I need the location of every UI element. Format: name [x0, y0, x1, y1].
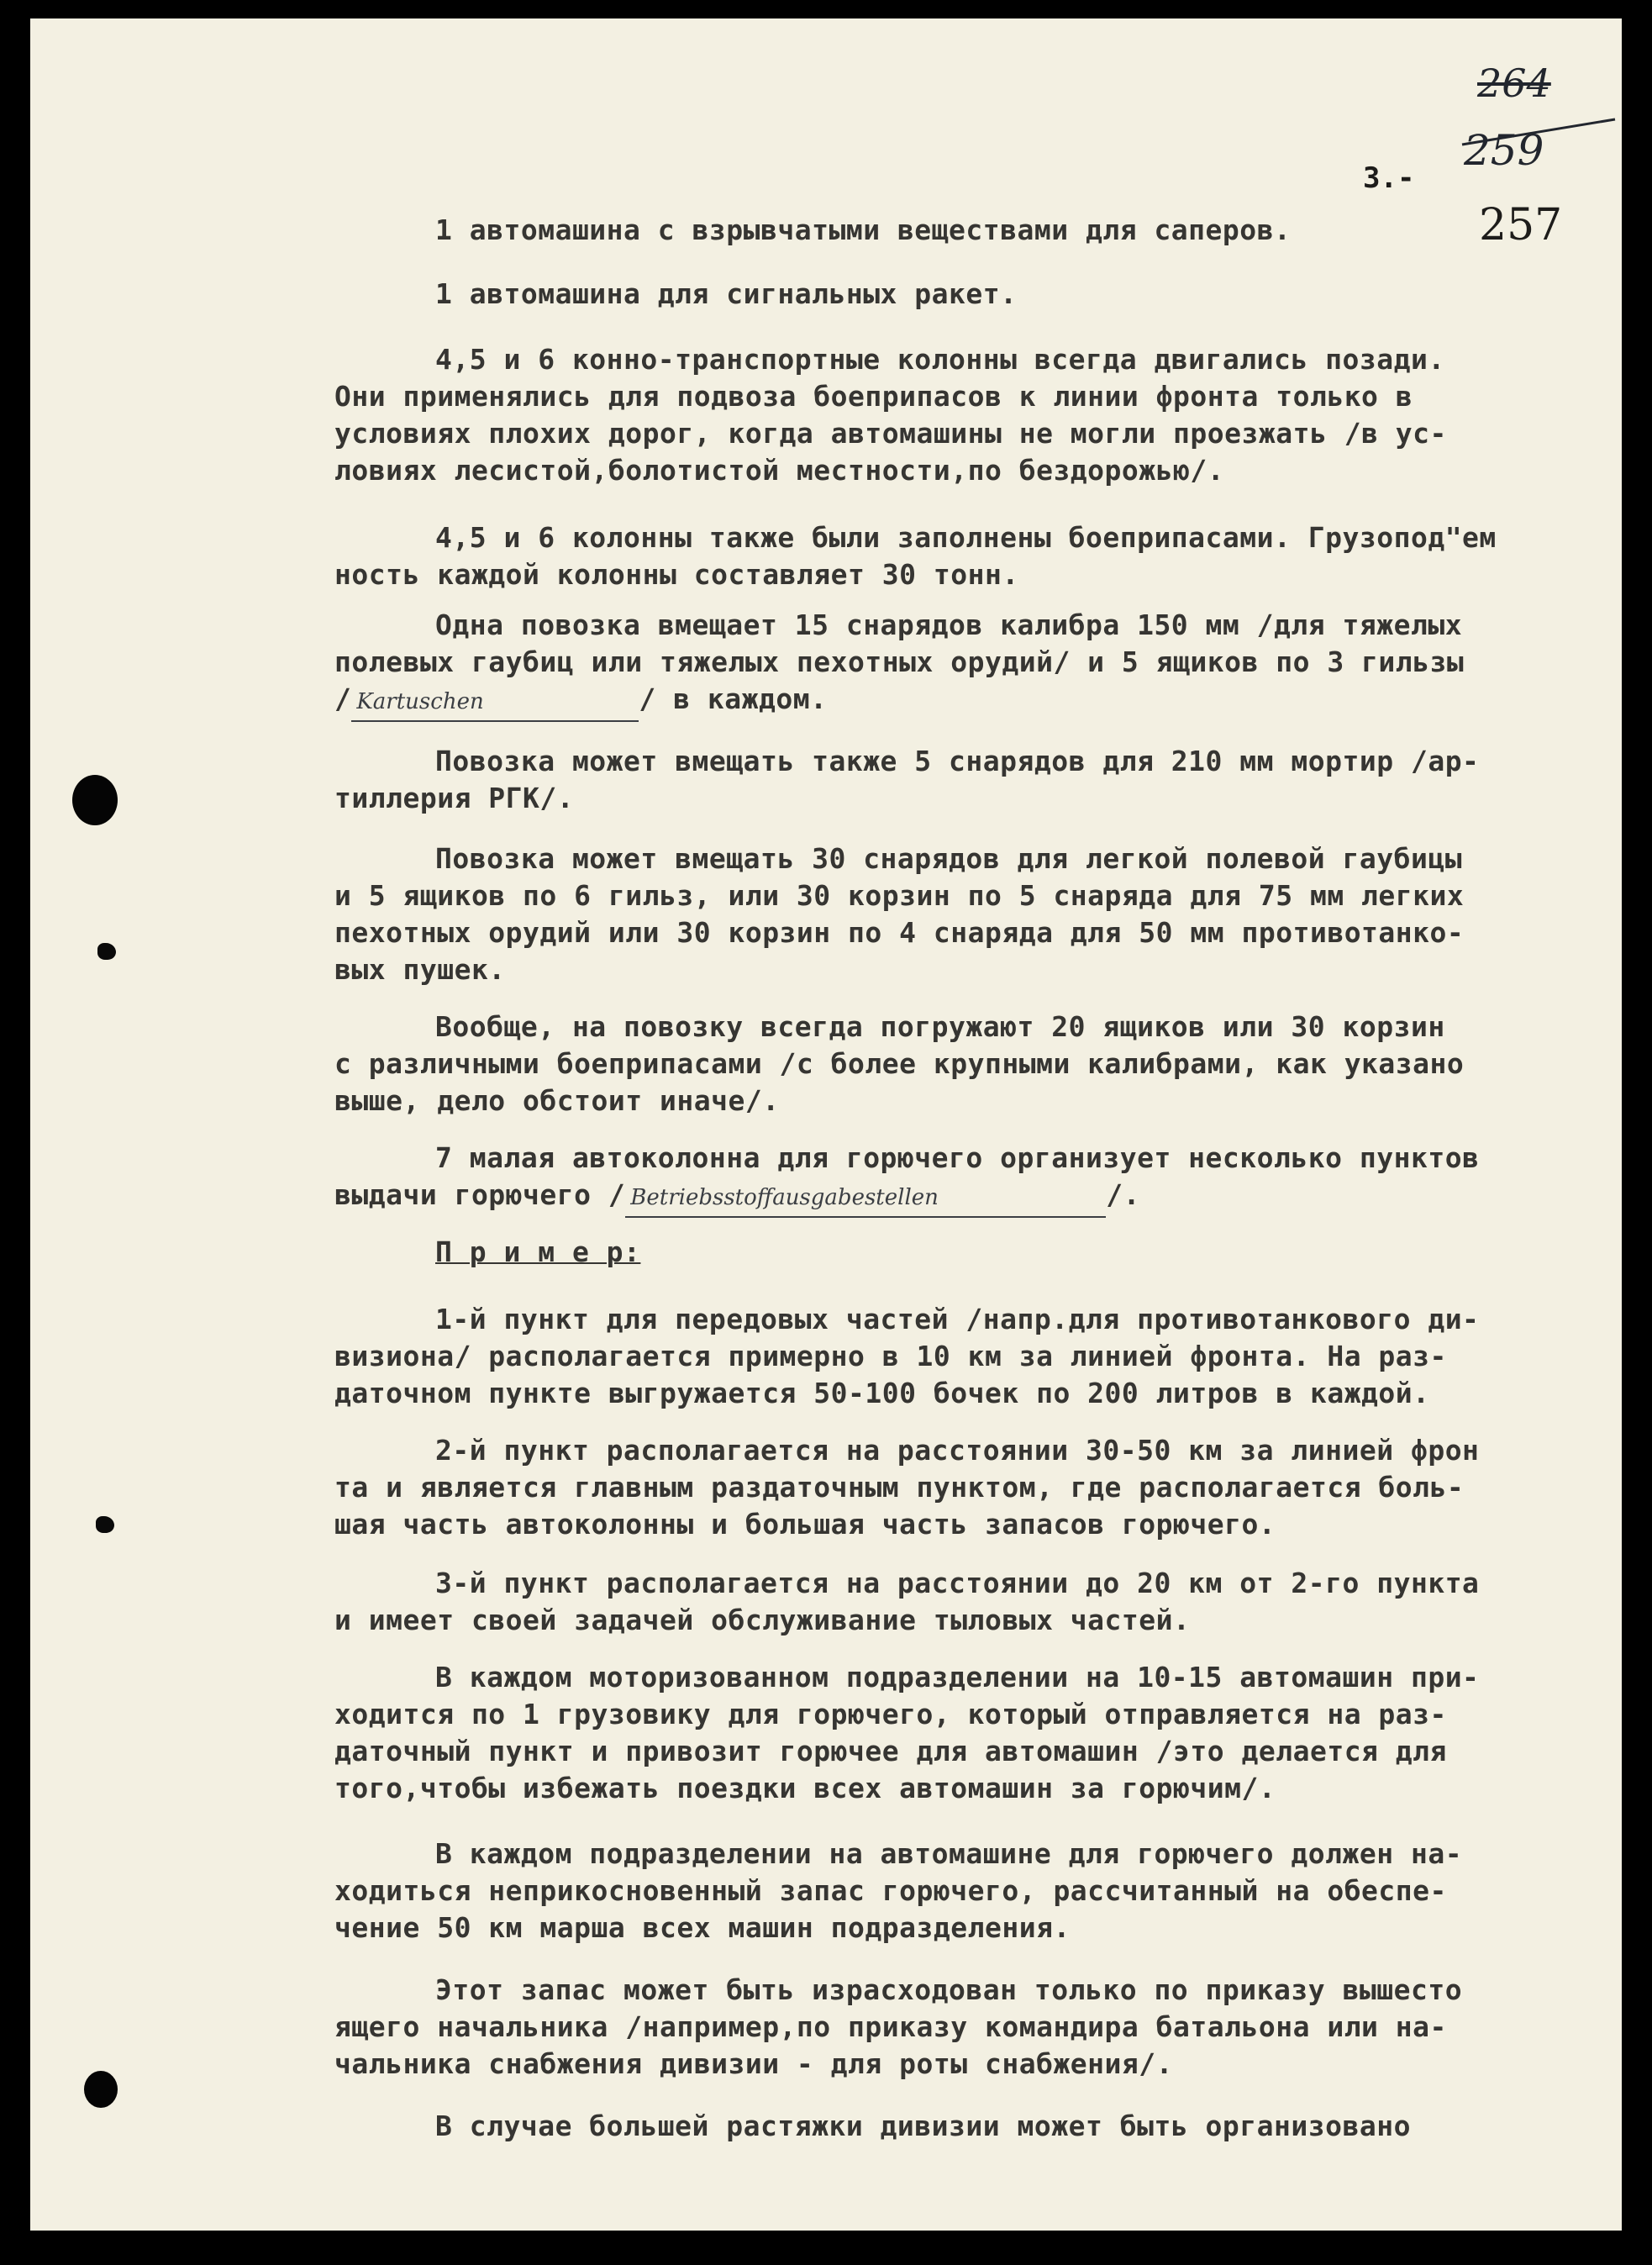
punch-hole — [84, 2071, 118, 2108]
body-line: выше, дело обстоит иначе/. — [334, 1084, 780, 1117]
body-line: 4,5 и 6 конно-транспортные колонны всегда двигались позади. — [435, 343, 1445, 376]
body-line: 7 малая автоколонна для горючего организует несколько пунктов — [435, 1141, 1480, 1174]
body-line: условиях плохих дорог, когда автомашины не могли проезжать /в ус- — [334, 417, 1447, 450]
body-line-with-insert: / Kartuschen / в каждом. — [334, 681, 827, 722]
body-line: Одна повозка вмещает 15 снарядов калибра 150 мм /для тяжелых — [435, 608, 1463, 641]
section-heading-example: П р и м е р: — [435, 1235, 641, 1268]
body-line: тиллерия РГК/. — [334, 782, 575, 814]
struck-page-number: 264 — [1477, 61, 1551, 106]
body-line: чальника снабжения дивизии - для роты снабжения/. — [334, 2047, 1174, 2080]
body-line: В каждом моторизованном подразделении на 10-15 автомашин при- — [435, 1661, 1480, 1693]
body-line: 1 автомашина с взрывчатыми веществами для саперов. — [435, 213, 1292, 246]
body-line: визиона/ располагается примерно в 10 км за линией фронта. На раз- — [334, 1340, 1447, 1372]
body-line: полевых гаубиц или тяжелых пехотных орудий/ и 5 ящиков по 3 гильзы — [334, 645, 1465, 678]
body-line: ходится по 1 грузовику для горючего, который отправляется на раз- — [334, 1698, 1447, 1730]
body-line: даточный пункт и привозит горючее для автомашин /это делается для — [334, 1735, 1447, 1767]
page-prefix: 3.- — [1363, 161, 1415, 195]
body-line: пехотных орудий или 30 корзин по 4 снаряда для 50 мм противотанко- — [334, 916, 1465, 949]
body-line: 1 автомашина для сигнальных ракет. — [435, 277, 1018, 310]
body-line: и имеет своей задачей обслуживание тыловых частей. — [334, 1604, 1191, 1636]
body-line: вых пушек. — [334, 953, 506, 986]
body-line: и 5 ящиков по 6 гильз, или 30 корзин по 5 снаряда для 75 мм легких — [334, 879, 1465, 912]
document-page — [30, 18, 1622, 2231]
body-line: 4,5 и 6 колонны также были заполнены боеприпасами. Грузопод"ем — [435, 521, 1497, 554]
body-line: чение 50 км марша всех машин подразделения. — [334, 1911, 1071, 1944]
body-line: В случае большей растяжки дивизии может быть организовано — [435, 2110, 1411, 2142]
body-line: 2-й пункт располагается на расстоянии 30-50 км за линией фрон — [435, 1434, 1480, 1467]
body-line: шая часть автоколонны и большая часть запасов горючего. — [334, 1508, 1276, 1541]
body-line: та и является главным раздаточным пунктом, где располагается боль- — [334, 1471, 1465, 1504]
body-line: ность каждой колонны составляет 30 тонн. — [334, 558, 1019, 591]
margin-speck — [96, 1516, 114, 1533]
body-line: В каждом подразделении на автомашине для горючего должен на- — [435, 1837, 1463, 1870]
body-line: Повозка может вмещать также 5 снарядов для 210 мм мортир /ар- — [435, 745, 1480, 777]
page-number-handwritten: 259 — [1464, 126, 1544, 175]
margin-speck — [97, 943, 116, 960]
body-line: того,чтобы избежать поездки всех автомашин за горючим/. — [334, 1772, 1276, 1804]
body-line: 3-й пункт располагается на расстоянии до 20 км от 2-го пункта — [435, 1567, 1480, 1599]
body-line: ходиться неприкосновенный запас горючего, рассчитанный на обеспе- — [334, 1874, 1447, 1907]
page-number-strike — [1459, 113, 1618, 155]
body-line: Вообще, на повозку всегда погружают 20 ящиков или 30 корзин — [435, 1010, 1445, 1043]
body-line: ящего начальника /например,по приказу командира батальона или на- — [334, 2010, 1447, 2043]
handwritten-insert-kartuschen: Kartuschen — [351, 681, 639, 722]
body-line: Повозка может вмещать 30 снарядов для легкой полевой гаубицы — [435, 842, 1463, 875]
page-number-stamp: 257 — [1479, 200, 1563, 250]
body-line: даточном пункте выгружается 50-100 бочек по 200 литров в каждой. — [334, 1377, 1430, 1409]
body-line: Они применялись для подвоза боеприпасов к линии фронта только в — [334, 380, 1413, 413]
body-line: 1-й пункт для передовых частей /напр.для противотанкового ди- — [435, 1303, 1480, 1335]
body-line: с различными боеприпасами /с более крупными калибрами, как указано — [334, 1047, 1465, 1080]
body-line: ловиях лесистой,болотистой местности,по бездорожью/. — [334, 454, 1225, 487]
body-line: Этот запас может быть израсходован только по приказу вышесто — [435, 1973, 1463, 2006]
handwritten-insert-betriebsstoff: Betriebsstoffausgabestellen — [625, 1177, 1106, 1218]
body-line-with-insert: выдачи горючего / Betriebsstoffausgabestellen /. — [334, 1177, 1140, 1218]
punch-hole — [72, 775, 118, 825]
